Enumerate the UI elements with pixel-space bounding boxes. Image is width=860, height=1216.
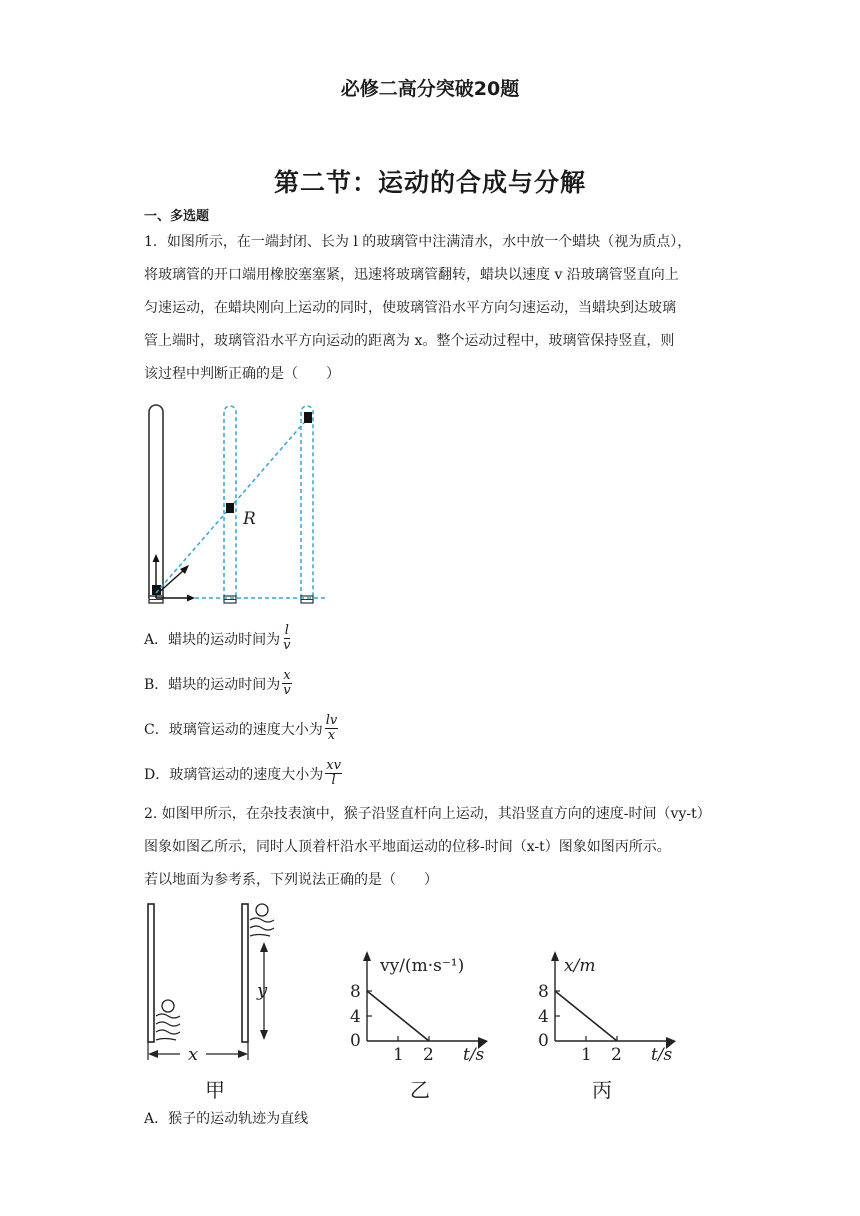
question-2-text: [144, 798, 734, 897]
x-axis-label: t/s: [651, 1045, 673, 1065]
q1-option-b[interactable]: B．蜡块的运动时间为 $\frac{x}{v}$: [144, 668, 291, 698]
x-axis-label: t/s: [463, 1045, 485, 1065]
caption-yi: 乙: [410, 1078, 430, 1102]
q1-option-c[interactable]: C．玻璃管运动的速度大小为 $\frac{lv}{x}$: [144, 713, 338, 743]
tick-label: 8: [350, 982, 361, 1002]
wax-block-top: [304, 412, 312, 423]
arrow-down-icon: [260, 1030, 268, 1040]
fraction: $\frac{lv}{x}$: [325, 713, 338, 743]
y-axis-label: vy/(m·s⁻¹): [380, 956, 465, 976]
q2-line: 若以地面为参考系，下列说法正确的是（ ）: [144, 872, 438, 888]
tube-final-position: [301, 406, 313, 598]
tick-label: 1: [581, 1045, 592, 1065]
y-axis-arrow-icon: [551, 951, 559, 961]
q2-line: 图象如图乙所示，同时人顶着杆沿水平地面运动的位移-时间（x-t）图象如图丙所示。: [144, 839, 671, 855]
q1-line: 将玻璃管的开口端用橡胶塞塞紧，迅速将玻璃管翻转，蜡块以速度 v 沿玻璃管竖直向上: [144, 267, 679, 283]
q1-line: 该过程中判断正确的是（ ）: [144, 366, 340, 382]
tick-label: 2: [611, 1045, 622, 1065]
q2-line: 2. 如图甲所示，在杂技表演中，猴子沿竖直杆向上运动，其沿竖直方向的速度-时间（vy-t）: [144, 806, 711, 822]
q1-line: 匀速运动，在蜡块刚向上运动的同时，使玻璃管沿水平方向匀速运动，当蜡块到达玻璃: [144, 300, 676, 316]
q1-line: 1．如图所示，在一端封闭、长为 l 的玻璃管中注满清水，水中放一个蜡块（视为质点），: [144, 234, 692, 250]
velocity-up-arrow: [153, 554, 160, 562]
caption-jia: 甲: [205, 1078, 225, 1102]
section-title: 第二节：运动的合成与分解: [273, 168, 586, 197]
y-axis-arrow-icon: [363, 951, 371, 961]
q1-line: 管上端时，玻璃管沿水平方向运动的距离为 x。整个运动过程中，玻璃管保持竖直，则: [144, 333, 675, 349]
monkey-icon: [156, 1000, 180, 1040]
fraction: $\frac{x}{v}$: [283, 668, 291, 698]
q2-option-a[interactable]: A．猴子的运动轨迹为直线: [144, 1111, 309, 1127]
velocity-right-arrow: [187, 595, 195, 602]
vy-line: [367, 991, 429, 1041]
y-label: y: [257, 980, 268, 1001]
figure-b-vy-t-graph: [330, 945, 500, 1065]
q1-option-d[interactable]: D．玻璃管运动的速度大小为 $\frac{xv}{l}$: [144, 758, 341, 788]
wax-block-middle: [226, 503, 234, 513]
tick-label: 2: [423, 1045, 434, 1065]
tick-label: 8: [538, 982, 549, 1002]
x-line: [555, 991, 617, 1041]
monkey-icon: [250, 904, 274, 936]
pole-initial: [148, 904, 154, 1042]
x-label: x: [188, 1044, 199, 1065]
question-1-text: [144, 226, 734, 391]
arrow-left-icon: [148, 1050, 158, 1058]
wax-block-tube-figure: [140, 398, 340, 610]
y-axis-label: x/m: [564, 956, 596, 976]
tick-label: 0: [350, 1031, 361, 1051]
part-label: 一、多选题: [144, 209, 210, 224]
tick-label: 4: [350, 1007, 361, 1027]
tick-label: 0: [538, 1031, 549, 1051]
arrow-up-icon: [260, 942, 268, 952]
document-title: 必修二高分突破20题: [340, 78, 520, 100]
pole-final: [242, 904, 248, 1042]
tick-label: 4: [538, 1007, 549, 1027]
figure-a-monkey-pole: [140, 900, 290, 1070]
q1-option-a[interactable]: A．蜡块的运动时间为 $\frac{l}{v}$: [144, 623, 291, 653]
arrow-right-icon: [238, 1050, 248, 1058]
caption-bing: 丙: [592, 1078, 612, 1102]
figure-c-x-t-graph: [518, 945, 688, 1065]
point-label-r: R: [243, 509, 256, 529]
fraction: $\frac{xv}{l}$: [326, 758, 341, 788]
fraction: $\frac{l}{v}$: [283, 623, 291, 653]
tick-label: 1: [393, 1045, 404, 1065]
